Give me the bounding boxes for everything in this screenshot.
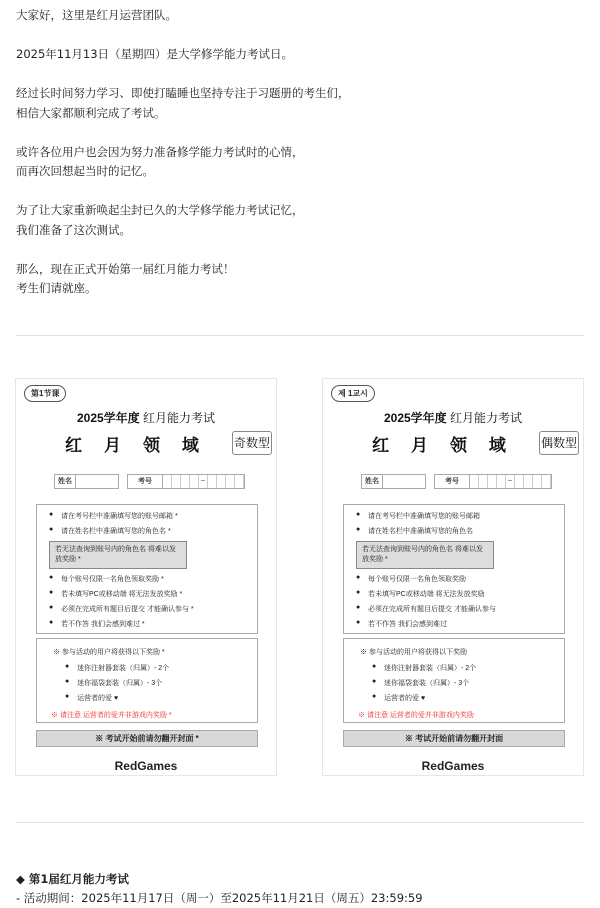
- number-cell: [515, 475, 524, 488]
- number-cell: [208, 475, 217, 488]
- instruction-item: ● 每个账号仅限一名角色领取奖励: [356, 574, 564, 584]
- number-cell: [488, 475, 497, 488]
- intro-line: 我们准备了这次测试。: [16, 222, 131, 237]
- instruction-item: ● 若不作答 我们会感到难过: [356, 619, 564, 629]
- rewards-box: [36, 638, 258, 723]
- number-cell: [172, 475, 181, 488]
- id-row: [361, 474, 552, 489]
- instruction-item: ● 若未填写PC或移动端 将无法发放奖励: [356, 589, 564, 599]
- intro-line: 而再次回想起当时的记忆。: [16, 164, 154, 178]
- intro-line: 2025年11月13日（星期四）是大学修学能力考试日。: [16, 47, 294, 61]
- rewards-heading: ※ 参与活动的用户将获得以下奖励 *: [53, 649, 165, 656]
- number-cell: [470, 475, 479, 488]
- instruction-note: 若无法查询到账号内的角色名 将难以发放奖励 *: [49, 541, 187, 569]
- number-label: 考号: [435, 475, 470, 488]
- intro-line: 那么，现在正式开始第一届红月能力考试！: [16, 261, 235, 276]
- id-row: [54, 474, 245, 489]
- period-badge: 제 1교시: [331, 385, 375, 402]
- number-cell: [226, 475, 235, 488]
- number-cell: [497, 475, 506, 488]
- instruction-item: ● 请在考号栏中准确填写您的账号邮箱: [356, 511, 564, 521]
- exam-type-badge: 偶数型: [539, 431, 579, 455]
- reward-item: ● 迷你福袋套装（归属）- 3个: [372, 678, 564, 688]
- rewards-box: [343, 638, 565, 723]
- rewards-heading: ※ 参与活动的用户将获得以下奖励: [360, 649, 467, 656]
- number-cell: –: [199, 475, 208, 488]
- instructions-box: [343, 504, 565, 634]
- number-cell: [181, 475, 190, 488]
- instruction-item: ● 请在姓名栏中准确填写您的角色名 *: [49, 526, 257, 536]
- instruction-item: ● 请在考号栏中准确填写您的账号邮箱 *: [49, 511, 257, 521]
- exam-type-badge: 奇数型: [232, 431, 272, 455]
- brand-logo: RedGames: [421, 759, 485, 773]
- exam-card: [322, 378, 584, 776]
- intro-text: [16, 6, 350, 318]
- exam-card: [15, 378, 277, 776]
- name-label: 姓名: [362, 475, 383, 488]
- number-label: 考号: [128, 475, 163, 488]
- event-section: [16, 870, 423, 908]
- intro-line: 考生们请就座。: [16, 281, 97, 295]
- exam-title: [323, 409, 583, 426]
- instruction-item: ● 必须在完成所有题目后提交 才能确认参与 *: [49, 604, 257, 614]
- section-title: ◆ 第1届红月能力考试: [16, 872, 129, 886]
- exam-subject: 红 月 领 域: [372, 436, 514, 456]
- intro-line: 或许各位用户也会因为努力准备修学能力考试时的心情，: [16, 144, 304, 159]
- reward-warning: ※ 请注意 运营者的爱并非游戏内奖励: [358, 712, 474, 719]
- intro-line: 为了让大家重新唤起尘封已久的大学修学能力考试记忆，: [16, 203, 304, 217]
- reward-item: ● 运营者的爱 ♥: [65, 693, 257, 703]
- reward-item: ● 迷你注射器套装（归属）- 2个: [372, 663, 564, 673]
- period-badge: 第1节课: [24, 385, 66, 402]
- number-cell: [479, 475, 488, 488]
- name-field: [361, 474, 426, 489]
- name-field: [54, 474, 119, 489]
- reward-item: ● 运营者的爱 ♥: [372, 693, 564, 703]
- number-cell: [163, 475, 172, 488]
- name-label: 姓名: [55, 475, 76, 488]
- title-year: 2025学年度: [76, 411, 140, 425]
- number-cell: [235, 475, 244, 488]
- number-cell: [542, 475, 551, 488]
- instruction-item: ● 请在姓名栏中准确填写您的角色名: [356, 526, 564, 536]
- instructions-box: [36, 504, 258, 634]
- intro-line: 大家好，这里是红月运营团队。: [16, 8, 177, 22]
- instruction-item: ● 必须在完成所有题目后提交 才能确认参与: [356, 604, 564, 614]
- instruction-item: ● 若不作答 我们会感到难过 *: [49, 619, 257, 629]
- title-name: 红月能力考试: [450, 411, 523, 425]
- divider: [16, 822, 584, 823]
- title-year: 2025学年度: [383, 411, 447, 425]
- number-cell: [190, 475, 199, 488]
- reward-item: ● 迷你福袋套装（归属）- 3个: [65, 678, 257, 688]
- number-cell: [524, 475, 533, 488]
- instruction-item: ● 每个账号仅限一名角色领取奖励 *: [49, 574, 257, 584]
- brand-logo: RedGames: [114, 759, 178, 773]
- intro-line: 经过长时间努力学习、即使打瞌睡也坚持专注于习题册的考生们，: [16, 86, 350, 100]
- number-cell: [217, 475, 226, 488]
- number-cell: [533, 475, 542, 488]
- cover-notice: ※ 考试开始前请勿翻开封面: [343, 730, 565, 747]
- cover-notice: ※ 考试开始前请勿翻开封面 *: [36, 730, 258, 747]
- exam-subject: 红 月 领 域: [65, 436, 207, 456]
- reward-warning: ※ 请注意 运营者的爱并非游戏内奖励 *: [51, 712, 172, 719]
- instruction-item: ● 若未填写PC或移动端 将无法发放奖励 *: [49, 589, 257, 599]
- reward-item: ● 迷你注射器套装（归属）- 2个: [65, 663, 257, 673]
- instruction-note: 若无法查询到账号内的角色名 将难以发放奖励 *: [356, 541, 494, 569]
- event-period: - 活动期间：2025年11月17日（周一）至2025年11月21日（周五）23:59:59: [16, 891, 423, 905]
- title-name: 红月能力考试: [143, 411, 216, 425]
- divider: [16, 335, 584, 336]
- number-field: [434, 474, 552, 489]
- number-field: [127, 474, 245, 489]
- exam-title: [16, 409, 276, 426]
- intro-line: 相信大家都顺利完成了考试。: [16, 105, 166, 120]
- number-cell: –: [506, 475, 515, 488]
